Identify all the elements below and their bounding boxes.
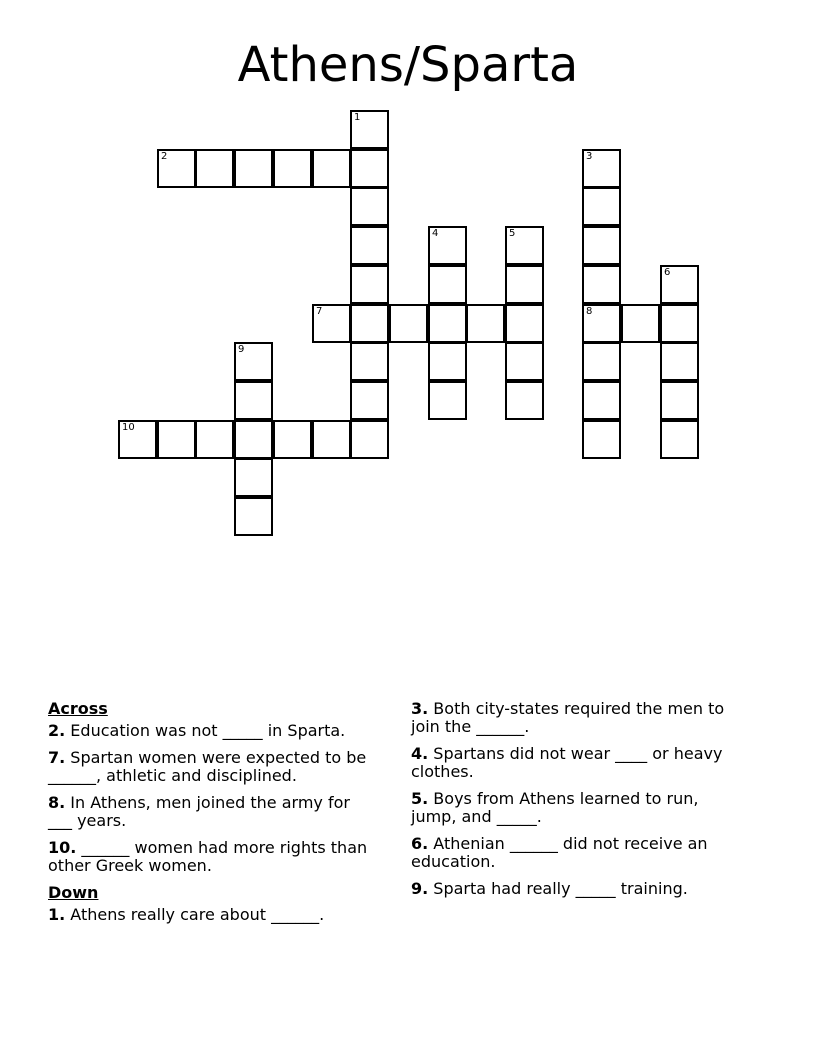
grid-cell[interactable] [350,265,389,304]
grid-cell[interactable] [350,304,389,343]
clues-section [0,700,816,1000]
grid-cell[interactable] [234,420,273,459]
grid-cell[interactable] [195,149,234,188]
clue-text: Spartan women were expected to be ______, athletic and disciplined. [48,748,367,785]
grid-cell[interactable] [350,342,389,381]
grid-cell[interactable] [582,381,621,420]
clue-down-9 [411,880,741,898]
grid-cell[interactable] [195,420,234,459]
clue-number-label: 10 [122,422,135,433]
clue-number: 7. [48,748,66,767]
grid-cell[interactable] [428,226,467,265]
clue-number: 3. [411,699,429,718]
grid-cell[interactable] [660,265,699,304]
grid-cell[interactable] [505,226,544,265]
clue-across-2 [48,722,378,740]
clue-number-label: 1 [354,112,361,123]
clue-number-label: 4 [432,228,439,239]
clue-number: 4. [411,744,429,763]
grid-cell[interactable] [234,497,273,536]
grid-cell[interactable] [582,226,621,265]
grid-cell[interactable] [582,342,621,381]
clue-number-label: 9 [238,344,245,355]
clue-text: Spartans did not wear ____ or heavy clothes. [411,744,723,781]
across-heading: Across [48,699,108,718]
grid-cell[interactable] [660,342,699,381]
grid-cell[interactable] [118,420,157,459]
grid-cell[interactable] [273,420,312,459]
grid-cell[interactable] [505,381,544,420]
grid-cell[interactable] [582,304,621,343]
clue-across-7 [48,749,378,785]
grid-cell[interactable] [234,458,273,497]
grid-cell[interactable] [621,304,660,343]
down-heading: Down [48,883,99,902]
clue-number: 6. [411,834,429,853]
grid-cell[interactable] [582,187,621,226]
clue-number: 9. [411,879,429,898]
clue-number-label: 7 [316,306,323,317]
clue-number: 10. [48,838,77,857]
clue-number: 2. [48,721,66,740]
clue-text: ______ women had more rights than other Greek women. [48,838,368,875]
grid-cell[interactable] [582,149,621,188]
grid-cell[interactable] [505,304,544,343]
grid-cell[interactable] [157,149,196,188]
clue-number: 1. [48,905,66,924]
grid-cell[interactable] [428,304,467,343]
grid-cell[interactable] [582,420,621,459]
grid-cell[interactable] [428,265,467,304]
clue-text: In Athens, men joined the army for ___ years. [48,793,350,830]
clue-down-3 [411,700,741,736]
grid-cell[interactable] [466,304,505,343]
clue-number-label: 3 [586,151,593,162]
grid-cell[interactable] [273,149,312,188]
grid-cell[interactable] [350,226,389,265]
clue-number: 5. [411,789,429,808]
grid-cell[interactable] [350,110,389,149]
clue-across-10 [48,839,378,875]
clue-down-6 [411,835,741,871]
clue-text: Sparta had really _____ training. [428,879,688,898]
grid-cell[interactable] [312,420,351,459]
clue-text: Education was not _____ in Sparta. [65,721,346,740]
clue-number: 8. [48,793,66,812]
grid-cell[interactable] [660,304,699,343]
clue-text: Athens really care about ______. [65,905,325,924]
grid-cell[interactable] [428,381,467,420]
clue-text: Both city-states required the men to join the ______. [411,699,725,736]
grid-cell[interactable] [505,342,544,381]
grid-cell[interactable] [312,149,351,188]
clue-number-label: 6 [664,267,671,278]
grid-cell[interactable] [234,149,273,188]
grid-cell[interactable] [234,342,273,381]
grid-cell[interactable] [582,265,621,304]
clue-text: Athenian ______ did not receive an education. [411,834,708,871]
clue-number-label: 2 [161,151,168,162]
grid-cell[interactable] [312,304,351,343]
clue-down-1 [48,906,378,924]
grid-cell[interactable] [234,381,273,420]
grid-cell[interactable] [350,149,389,188]
clue-across-8 [48,794,378,830]
clues-right-column [411,700,741,907]
grid-cell[interactable] [350,187,389,226]
grid-cell[interactable] [660,420,699,459]
clue-text: Boys from Athens learned to run, jump, and _____. [411,789,699,826]
grid-cell[interactable] [428,342,467,381]
grid-cell[interactable] [505,265,544,304]
grid-cell[interactable] [660,381,699,420]
grid-cell[interactable] [350,381,389,420]
grid-cell[interactable] [350,420,389,459]
grid-cell[interactable] [389,304,428,343]
clue-down-4 [411,745,741,781]
clue-number-label: 5 [509,228,516,239]
clue-number-label: 8 [586,306,593,317]
clues-left-column [48,700,378,933]
page-title: Athens/Sparta [237,37,579,93]
grid-cell[interactable] [157,420,196,459]
clue-down-5 [411,790,741,826]
